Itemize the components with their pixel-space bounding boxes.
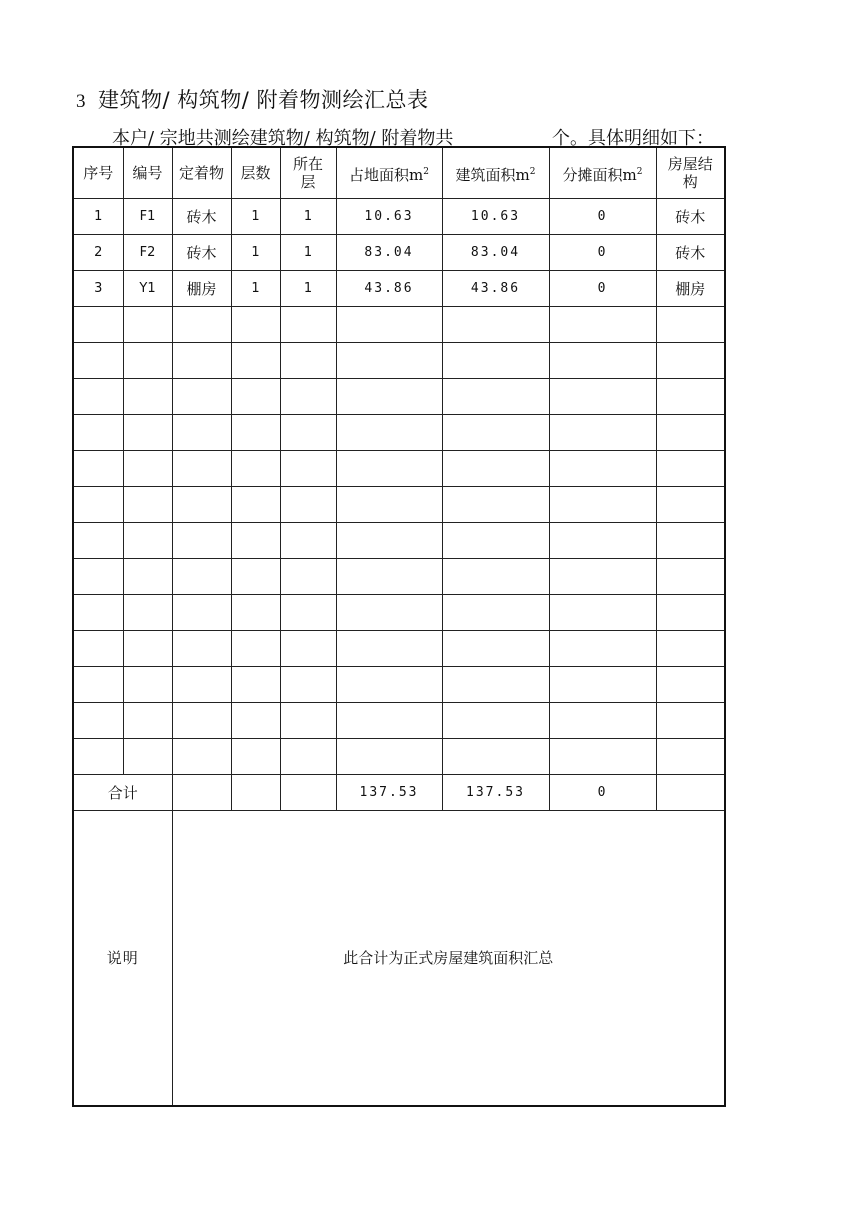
cell-structure: 砖木 (656, 199, 725, 235)
header-structure-line1: 房屋结 (667, 155, 713, 173)
cell-fixture: 砖木 (172, 235, 231, 271)
cell-land-area: 10.63 (336, 199, 442, 235)
empty-row (73, 307, 725, 343)
total-shared-area: 0 (549, 775, 656, 811)
total-label: 合计 (73, 775, 172, 811)
empty-row (73, 559, 725, 595)
area-unit-superscript: 2 (423, 166, 429, 177)
area-unit-superscript: 2 (636, 166, 643, 177)
cell-building-area: 83.04 (442, 235, 549, 271)
area-unit-superscript: 2 (529, 166, 536, 177)
cell-code: F2 (123, 235, 172, 271)
total-land-area: 137.53 (336, 775, 442, 811)
header-floor-at (280, 147, 336, 199)
header-building-area (442, 147, 549, 199)
cell-floor-at: 1 (280, 235, 336, 271)
cell-floor-at: 1 (280, 271, 336, 307)
cell-seq: 2 (73, 235, 123, 271)
cell-building-area: 43.86 (442, 271, 549, 307)
header-fixture: 定着物 (172, 147, 231, 199)
empty-row (73, 343, 725, 379)
empty-row (73, 739, 725, 775)
cell-structure: 棚房 (656, 271, 725, 307)
cell-code: F1 (123, 199, 172, 235)
empty-row (73, 523, 725, 559)
cell-seq: 3 (73, 271, 123, 307)
empty-row (73, 451, 725, 487)
note-label: 说明 (73, 811, 172, 1107)
cell-shared-area: 0 (549, 271, 656, 307)
header-floors: 层数 (231, 147, 280, 199)
header-structure (656, 147, 725, 199)
cell-fixture: 砖木 (172, 199, 231, 235)
summary-table (72, 146, 726, 1107)
header-land-area (336, 147, 442, 199)
note-text: 此合计为正式房屋建筑面积汇总 (172, 811, 725, 1107)
empty-row (73, 379, 725, 415)
header-building-area-label: 建筑面积m (455, 165, 530, 184)
cell-floors: 1 (231, 271, 280, 307)
total-building-area: 137.53 (442, 775, 549, 811)
empty-row (73, 667, 725, 703)
cell-floor-at: 1 (280, 199, 336, 235)
cell-seq: 1 (73, 199, 123, 235)
header-seq: 序号 (73, 147, 123, 199)
total-row (73, 775, 725, 811)
header-structure-line2: 构 (682, 173, 698, 191)
section-number: 3 (76, 91, 86, 112)
table-row (73, 199, 725, 235)
table-row (73, 271, 725, 307)
cell-floors: 1 (231, 235, 280, 271)
cell-floors: 1 (231, 199, 280, 235)
header-code: 编号 (123, 147, 172, 199)
cell-building-area: 10.63 (442, 199, 549, 235)
note-row (73, 811, 725, 1107)
intro-text-after-blank: 个。具体明细如下： (552, 128, 714, 149)
empty-row (73, 631, 725, 667)
section-title (76, 84, 429, 114)
empty-row (73, 595, 725, 631)
header-land-area-label: 占地面积m (349, 165, 424, 184)
cell-code: Y1 (123, 271, 172, 307)
cell-fixture: 棚房 (172, 271, 231, 307)
empty-row (73, 703, 725, 739)
empty-row (73, 487, 725, 523)
cell-land-area: 43.86 (336, 271, 442, 307)
cell-land-area: 83.04 (336, 235, 442, 271)
header-row (73, 147, 725, 199)
section-title-text: 建筑物/ 构筑物/ 附着物测绘汇总表 (98, 88, 429, 112)
header-floor-at-line2: 层 (300, 173, 316, 191)
empty-row (73, 415, 725, 451)
header-shared-area (549, 147, 656, 199)
cell-shared-area: 0 (549, 235, 656, 271)
table-row (73, 235, 725, 271)
header-shared-area-label: 分摊面积m (562, 165, 637, 184)
intro-text: 本户/ 宗地共测绘建筑物/ 构筑物/ 附着物共 (112, 128, 454, 149)
cell-shared-area: 0 (549, 199, 656, 235)
header-floor-at-line1: 所在 (292, 155, 323, 173)
cell-structure: 砖木 (656, 235, 725, 271)
